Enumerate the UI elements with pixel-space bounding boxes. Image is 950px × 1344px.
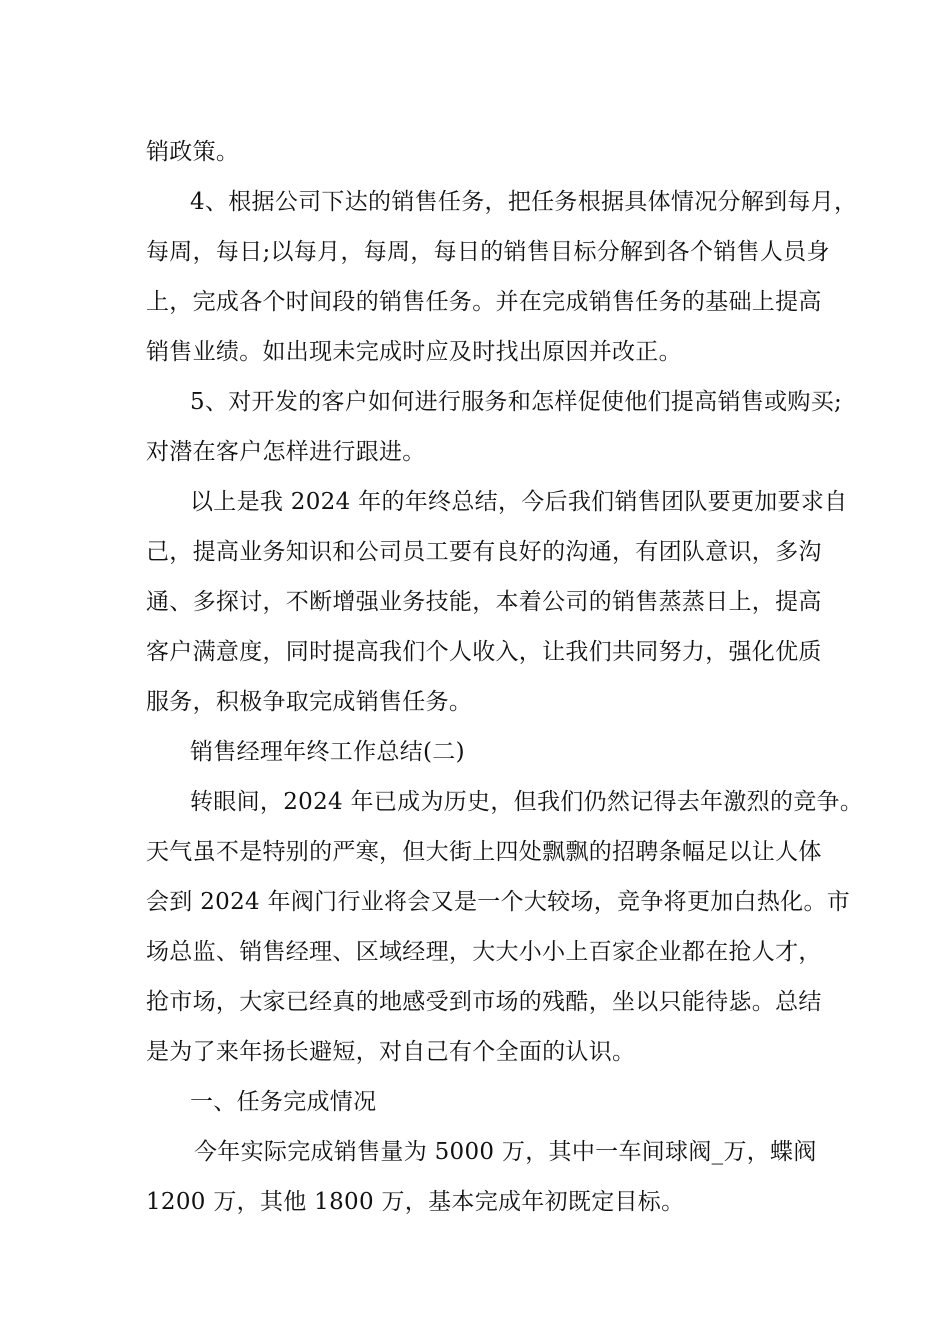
section-heading: 销售经理年终工作总结(二) — [190, 739, 465, 765]
text-line: 会到 2024 年阀门行业将会又是一个大较场，竞争将更加白热化。市 — [146, 889, 851, 915]
text-line: 今年实际完成销售量为 5000 万，其中一车间球阀_万，蝶阀 — [194, 1139, 817, 1165]
text-line: 场总监、销售经理、区域经理，大大小小上百家企业都在抢人才， — [146, 939, 822, 965]
text-line: 5、对开发的客户如何进行服务和怎样促使他们提高销售或购买; — [190, 389, 843, 415]
text-line: 客户满意度，同时提高我们个人收入，让我们共同努力，强化优质 — [146, 639, 822, 665]
text-line: 服务，积极争取完成销售任务。 — [146, 689, 473, 715]
text-line: 是为了来年扬长避短，对自己有个全面的认识。 — [146, 1039, 636, 1065]
text-line: 对潜在客户怎样进行跟进。 — [146, 439, 426, 465]
text-line: 1200 万，其他 1800 万，基本完成年初既定目标。 — [146, 1189, 685, 1215]
text-line: 每周，每日;以每月，每周，每日的销售目标分解到各个销售人员身 — [146, 239, 830, 265]
text-line: 己，提高业务知识和公司员工要有良好的沟通，有团队意识，多沟 — [146, 539, 822, 565]
text-line: 通、多探讨，不断增强业务技能，本着公司的销售蒸蒸日上，提高 — [146, 589, 822, 615]
text-line: 抢市场，大家已经真的地感受到市场的残酷，坐以只能待毖。总结 — [146, 989, 822, 1015]
text-line: 销售业绩。如出现未完成时应及时找出原因并改正。 — [146, 339, 682, 365]
text-line: 以上是我 2024 年的年终总结，今后我们销售团队要更加要求自 — [190, 489, 848, 515]
text-line: 销政策。 — [146, 139, 240, 165]
subsection-heading: 一、任务完成情况 — [190, 1089, 377, 1115]
text-line: 4、根据公司下达的销售任务，把任务根据具体情况分解到每月， — [190, 189, 858, 215]
text-line: 天气虽不是特别的严寒，但大街上四处飘飘的招聘条幅足以让人体 — [146, 839, 822, 865]
text-line: 转眼间，2024 年已成为历史，但我们仍然记得去年激烈的竞争。 — [190, 789, 864, 815]
text-line: 上，完成各个时间段的销售任务。并在完成销售任务的基础上提高 — [146, 289, 822, 315]
